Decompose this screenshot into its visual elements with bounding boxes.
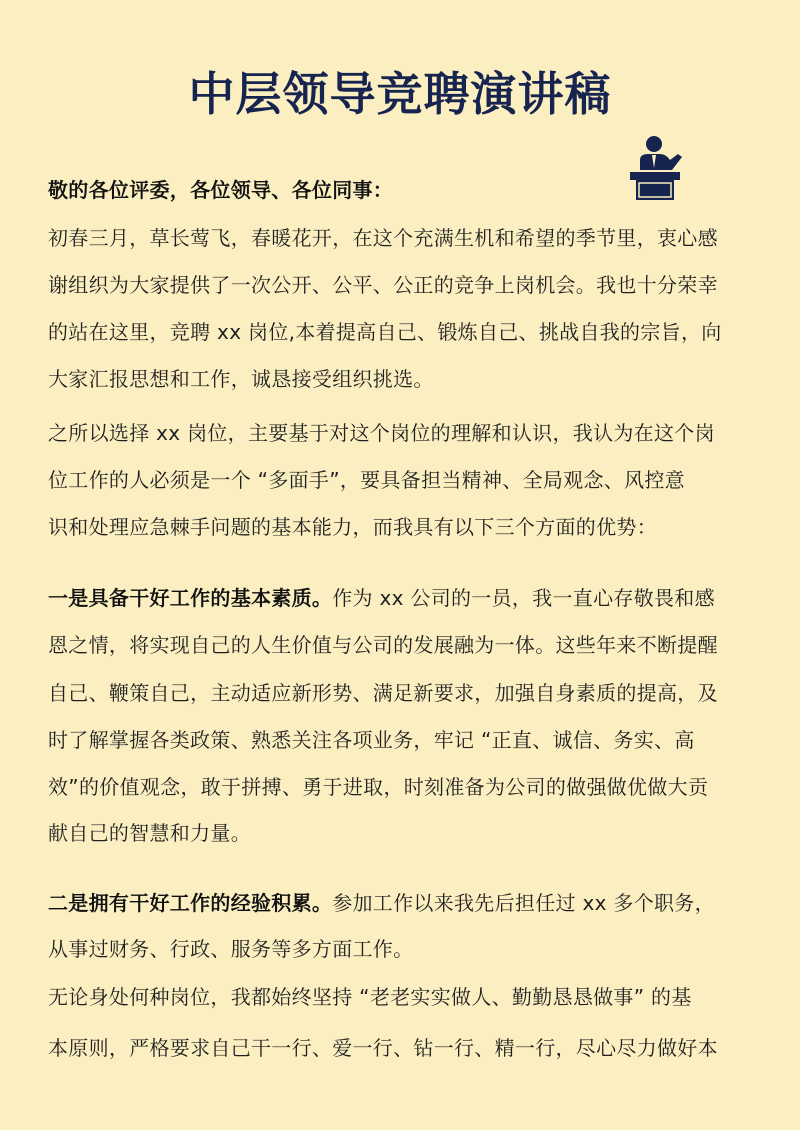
speaker-podium-icon — [628, 130, 690, 200]
page-title: 中层领导竞聘演讲稿 — [188, 67, 612, 121]
paragraph-line: 从事过财务、行政、服务等多方面工作。 — [48, 937, 414, 961]
paragraph-line: 时了解掌握各类政策、熟悉关注各项业务，牢记 “正直、诚信、务实、高 — [48, 728, 695, 752]
section-text: 参加工作以来我先后担任过 xx 多个职务， — [332, 891, 715, 915]
greeting: 敬的各位评委，各位领导、各位同事： — [48, 178, 394, 202]
paragraph-line: 谢组织为大家提供了一次公开、公平、公正的竞争上岗机会。我也十分荣幸 — [48, 273, 718, 297]
section-heading: 一是具备干好工作的基本素质。 — [48, 586, 333, 610]
paragraph-line: 位工作的人必须是一个 “多面手”，要具备担当精神、全局观念、风控意 — [48, 468, 685, 492]
paragraph-line — [48, 585, 715, 611]
paragraph-line: 效”的价值观念，敢于拼搏、勇于进取，时刻准备为公司的做强做优做大贡 — [48, 775, 709, 799]
paragraph-line: 自己、鞭策自己，主动适应新形势、满足新要求，加强自身素质的提高，及 — [48, 681, 718, 705]
paragraph-line — [48, 890, 715, 916]
paragraph-line: 初春三月，草长莺飞，春暖花开，在这个充满生机和希望的季节里，衷心感 — [48, 226, 718, 250]
section-heading: 二是拥有干好工作的经验积累。 — [48, 891, 333, 915]
paragraph-line: 献自己的智慧和力量。 — [48, 821, 251, 845]
paragraph-line: 恩之情，将实现自己的人生价值与公司的发展融为一体。这些年来不断提醒 — [48, 633, 718, 657]
paragraph-line: 大家汇报思想和工作，诚恳接受组织挑选。 — [48, 367, 434, 391]
paragraph-line: 识和处理应急棘手问题的基本能力，而我具有以下三个方面的优势： — [48, 515, 657, 539]
paragraph-line: 无论身处何种岗位，我都始终坚持 “老老实实做人、勤勤恳恳做事” 的基 — [48, 985, 692, 1009]
paragraph-line: 本原则，严格要求自己干一行、爱一行、钻一行、精一行，尽心尽力做好本 — [48, 1036, 718, 1060]
paragraph-line: 的站在这里，竞聘 xx 岗位,本着提高自己、锻炼自己、挑战自我的宗旨，向 — [48, 320, 722, 344]
section-text: 作为 xx 公司的一员，我一直心存敬畏和感 — [332, 586, 715, 610]
paragraph-line: 之所以选择 xx 岗位，主要基于对这个岗位的理解和认识，我认为在这个岗 — [48, 421, 715, 445]
